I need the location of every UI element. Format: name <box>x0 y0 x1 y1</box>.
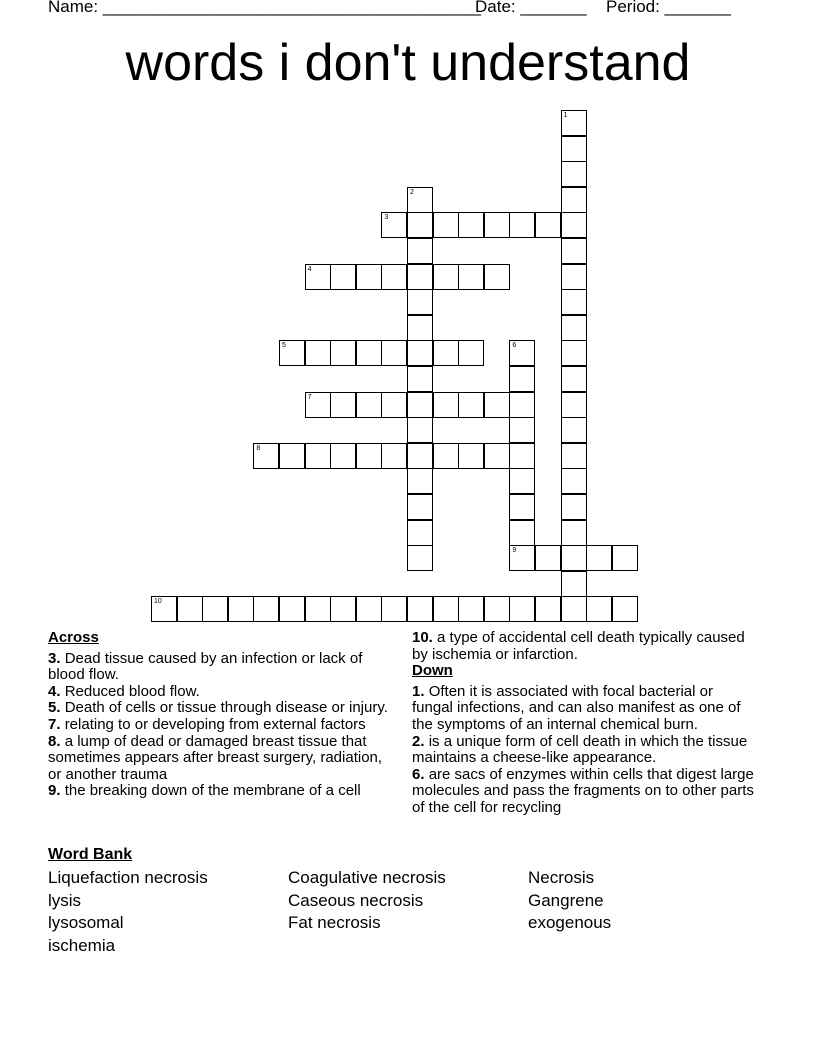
crossword-cell[interactable] <box>509 494 535 520</box>
clue-text: Often it is associated with focal bacterial or fungal infections, and can also manifest as one of the symptoms of an internal chemical burn. <box>412 682 741 733</box>
crossword-cell[interactable] <box>151 596 177 622</box>
crossword-cell[interactable] <box>433 340 459 366</box>
word-bank-word: lysis <box>48 890 82 910</box>
word-bank-word: exogenous <box>528 913 612 933</box>
crossword-cell[interactable] <box>535 596 561 622</box>
clue-item <box>48 783 390 800</box>
crossword-cell[interactable] <box>356 443 382 469</box>
crossword-cell[interactable] <box>458 392 484 418</box>
crossword-cell[interactable] <box>484 212 510 238</box>
clue-number: 6. <box>412 765 425 783</box>
crossword-cell[interactable] <box>612 545 638 571</box>
clue-number: 9. <box>48 782 61 800</box>
crossword-cell[interactable] <box>484 596 510 622</box>
clue-item <box>48 734 390 784</box>
clue-text: Death of cells or tissue through disease or injury. <box>64 699 388 717</box>
word-bank-word: lysosomal <box>48 913 124 933</box>
crossword-cell[interactable] <box>356 264 382 290</box>
crossword-cell[interactable] <box>407 392 433 418</box>
word-bank-word: ischemia <box>48 935 116 955</box>
clue-item <box>48 651 390 684</box>
crossword-cell[interactable] <box>407 289 433 315</box>
word-bank-word: Coagulative necrosis <box>288 868 446 887</box>
crossword-cell[interactable] <box>561 315 587 341</box>
clue-number-label: 1 <box>563 112 568 119</box>
clue-text: are sacs of enzymes within cells that digest large molecules and pass the fragments on to other parts of the cell for recycling <box>412 765 754 816</box>
clue-item <box>412 767 757 817</box>
crossword-cell[interactable] <box>509 417 535 443</box>
crossword-cell[interactable] <box>253 596 279 622</box>
crossword-cell[interactable] <box>407 315 433 341</box>
crossword-cell[interactable] <box>279 340 305 366</box>
crossword-cell[interactable] <box>561 289 587 315</box>
crossword-cell[interactable] <box>509 443 535 469</box>
crossword-cell[interactable] <box>356 596 382 622</box>
crossword-cell[interactable] <box>561 468 587 494</box>
crossword-cell[interactable] <box>330 392 356 418</box>
word-bank-word: Caseous necrosis <box>288 890 424 910</box>
clue-number-label: 4 <box>307 265 312 273</box>
across-clues <box>48 630 390 800</box>
crossword-cell[interactable] <box>535 212 561 238</box>
crossword-cell[interactable] <box>561 571 587 597</box>
crossword-cell[interactable] <box>381 340 407 366</box>
crossword-cell[interactable] <box>330 596 356 622</box>
clue-number: 4. <box>48 682 61 700</box>
crossword-cell[interactable] <box>407 366 433 392</box>
crossword-cell[interactable] <box>561 494 587 520</box>
down-heading: Down <box>412 662 453 680</box>
crossword-cell[interactable] <box>509 340 535 366</box>
crossword-cell[interactable] <box>561 392 587 418</box>
clue-number-label: 5 <box>282 342 286 350</box>
crossword-cell[interactable] <box>407 520 433 546</box>
crossword-cell[interactable] <box>330 443 356 469</box>
clue-text: a lump of dead or damaged breast tissue that sometimes appears after breast surgery, radiation, or another trauma <box>48 732 383 783</box>
crossword-cell[interactable] <box>612 596 638 622</box>
clue-number-label: 2 <box>410 188 414 196</box>
crossword-cell[interactable] <box>381 596 407 622</box>
crossword-cell[interactable] <box>202 596 228 622</box>
crossword-cell[interactable] <box>305 264 331 290</box>
word-bank-word: Liquefaction necrosis <box>48 868 208 887</box>
crossword-cell[interactable] <box>561 596 587 622</box>
word-bank-word: Necrosis <box>528 868 595 887</box>
crossword-cell[interactable] <box>356 392 382 418</box>
header-fields <box>48 0 768 19</box>
crossword-cell[interactable] <box>330 264 356 290</box>
crossword-cell[interactable] <box>305 392 331 418</box>
crossword-cell[interactable] <box>381 443 407 469</box>
crossword-cell[interactable] <box>561 136 587 162</box>
clue-number: 5. <box>48 699 61 717</box>
name-field-label: Name: ________________________________________ <box>48 0 481 16</box>
crossword-cell[interactable] <box>407 238 433 264</box>
crossword-cell[interactable] <box>561 187 587 213</box>
clue-text: is a unique form of cell death in which the tissue maintains a cheese-like appearance. <box>412 732 748 767</box>
crossword-cell[interactable] <box>407 468 433 494</box>
crossword-cell[interactable] <box>433 443 459 469</box>
crossword-cell[interactable] <box>381 212 407 238</box>
crossword-cell[interactable] <box>484 443 510 469</box>
crossword-cell[interactable] <box>509 468 535 494</box>
crossword-cell[interactable] <box>484 392 510 418</box>
crossword-cell[interactable] <box>381 264 407 290</box>
crossword-cell[interactable] <box>433 212 459 238</box>
clue-item <box>48 700 390 717</box>
period-field-label: Period: _______ <box>606 0 731 16</box>
clue-number: 1. <box>412 682 425 700</box>
clue-item <box>412 684 757 734</box>
crossword-cell[interactable] <box>586 596 612 622</box>
crossword-cell[interactable] <box>561 520 587 546</box>
crossword-cell[interactable] <box>177 596 203 622</box>
clue-number-label: 8 <box>256 444 261 452</box>
crossword-cell[interactable] <box>561 366 587 392</box>
clue-number-label: 10 <box>154 598 162 606</box>
crossword-cell[interactable] <box>407 443 433 469</box>
crossword-cell[interactable] <box>458 340 484 366</box>
crossword-cell[interactable] <box>305 596 331 622</box>
page-title: words i don't understand <box>125 34 691 92</box>
crossword-cell[interactable] <box>279 596 305 622</box>
crossword-cell[interactable] <box>561 161 587 187</box>
clue-text: Reduced blood flow. <box>64 682 200 700</box>
clue-number: 2. <box>412 732 425 750</box>
crossword-cell[interactable] <box>407 417 433 443</box>
word-bank-word: Gangrene <box>528 890 604 910</box>
crossword-cell[interactable] <box>561 238 587 264</box>
crossword-cell[interactable] <box>509 520 535 546</box>
crossword-cell[interactable] <box>433 392 459 418</box>
crossword-cell[interactable] <box>509 366 535 392</box>
crossword-cell[interactable] <box>561 340 587 366</box>
crossword-cell[interactable] <box>253 443 279 469</box>
crossword-cell[interactable] <box>509 596 535 622</box>
crossword-cell[interactable] <box>228 596 254 622</box>
clue-text: Dead tissue caused by an infection or lack of blood flow. <box>48 649 363 684</box>
word-bank-heading: Word Bank <box>48 846 133 863</box>
crossword-cell[interactable] <box>407 494 433 520</box>
crossword-cell[interactable] <box>484 264 510 290</box>
crossword-cell[interactable] <box>330 340 356 366</box>
clue-number: 10. <box>412 629 433 646</box>
crossword-cell[interactable] <box>509 392 535 418</box>
crossword-cell[interactable] <box>407 212 433 238</box>
crossword-cell[interactable] <box>458 443 484 469</box>
crossword-cell[interactable] <box>561 417 587 443</box>
crossword-cell[interactable] <box>509 212 535 238</box>
crossword-cell[interactable] <box>561 212 587 238</box>
clue-number-label: 7 <box>307 393 312 401</box>
crossword-cell[interactable] <box>433 264 459 290</box>
clue-text: relating to or developing from external factors <box>64 715 366 733</box>
crossword-cell[interactable] <box>458 212 484 238</box>
crossword-cell[interactable] <box>407 596 433 622</box>
clue-item <box>48 684 390 701</box>
clue-number-label: 6 <box>512 342 517 350</box>
crossword-cell[interactable] <box>458 596 484 622</box>
crossword-cell[interactable] <box>407 545 433 571</box>
date-field-label: Date: _______ <box>475 0 587 16</box>
crossword-cell[interactable] <box>305 443 331 469</box>
crossword-cell[interactable] <box>407 264 433 290</box>
crossword-cell[interactable] <box>381 392 407 418</box>
clue-item <box>412 630 757 663</box>
crossword-cell[interactable] <box>407 187 433 213</box>
crossword-cell[interactable] <box>356 340 382 366</box>
crossword-cell[interactable] <box>561 443 587 469</box>
clue-number: 7. <box>48 715 61 733</box>
crossword-cell[interactable] <box>279 443 305 469</box>
crossword-cell[interactable] <box>458 264 484 290</box>
clue-item <box>412 734 757 767</box>
across-heading: Across <box>48 629 99 646</box>
crossword-cell[interactable] <box>535 545 561 571</box>
down-clues <box>412 630 757 817</box>
word-bank-word: Fat necrosis <box>288 913 381 933</box>
crossword-cell[interactable] <box>407 340 433 366</box>
clue-number-label: 3 <box>384 214 389 222</box>
crossword-cell[interactable] <box>561 110 587 136</box>
clue-text: the breaking down of the membrane of a cell <box>64 782 361 800</box>
crossword-cell[interactable] <box>561 264 587 290</box>
clue-number: 8. <box>48 732 61 750</box>
clue-text: a type of accidental cell death typically caused by ischemia or infarction. <box>412 629 745 663</box>
crossword-cell[interactable] <box>433 596 459 622</box>
crossword-cell[interactable] <box>305 340 331 366</box>
crossword-cell[interactable] <box>509 545 535 571</box>
clue-item <box>48 717 390 734</box>
clue-number: 3. <box>48 649 61 667</box>
crossword-cell[interactable] <box>561 545 587 571</box>
clue-number-label: 9 <box>512 547 517 555</box>
crossword-cell[interactable] <box>586 545 612 571</box>
